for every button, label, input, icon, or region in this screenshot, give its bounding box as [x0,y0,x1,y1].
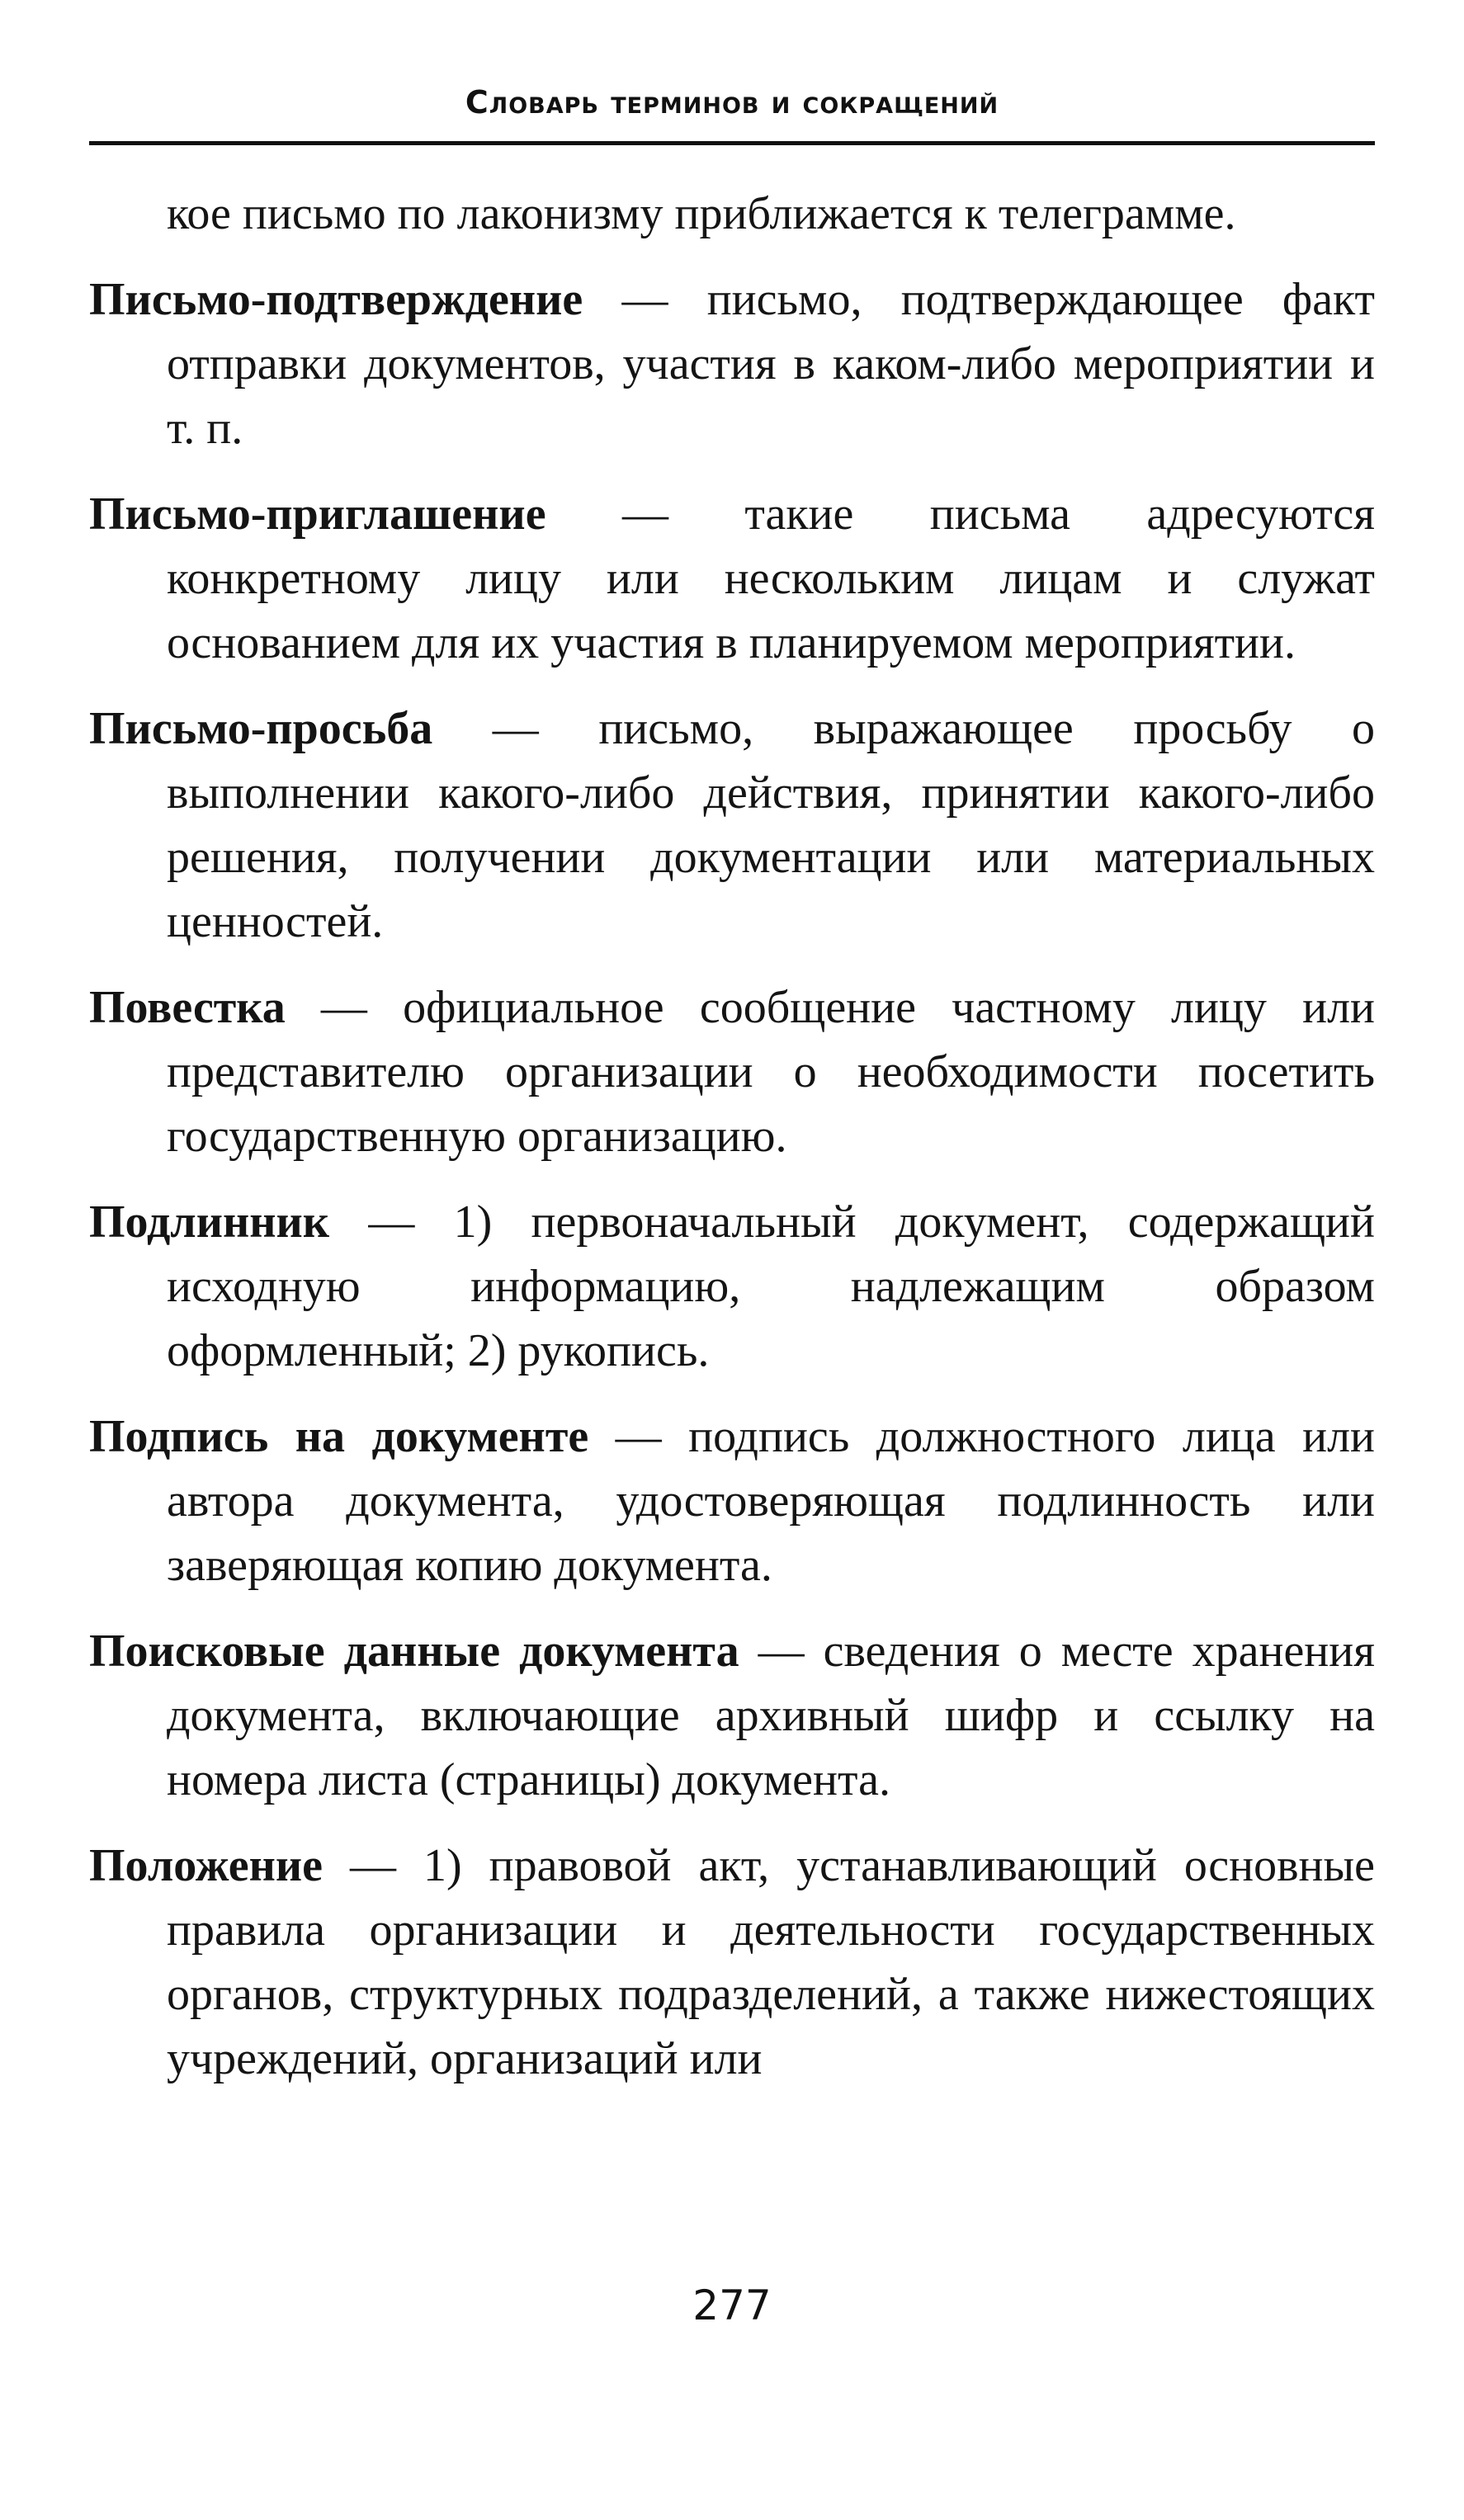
continued-definition: кое письмо по лаконизму приближается к телеграмме. [167,188,1236,239]
dictionary-entry [89,975,1375,1168]
dictionary-content [89,182,1375,2112]
entry-definition: — такие письма адресуются конкретному лицу или нескольким лицам и служат основанием для их участия в планируемом мероприятии. [167,488,1375,668]
entry-term: Подпись на документе [89,1411,589,1462]
entry-definition: — 1) первоначальный документ, содержащий исходную информацию, надлежащим образом оформленный; 2) рукопись. [167,1196,1375,1376]
entry-term: Письмо-просьба [89,703,433,754]
dictionary-entry [89,1404,1375,1597]
dictionary-entry [89,482,1375,675]
running-head: Словарь терминов и сокращений [465,84,999,120]
entry-term: Положение [89,1840,323,1891]
entry-definition: — письмо, выражающее просьбу о выполнении какого-либо действия, принятии какого-либо решения, получении документации или материальных ценностей. [167,703,1375,947]
dictionary-entry [89,267,1375,460]
header-rule [89,141,1375,145]
entry-definition: — письмо, подтверждающее факт отправки документов, участия в каком-либо мероприятии и т. п. [167,274,1375,454]
page-number: 277 [692,2282,772,2329]
entry-definition: — сведения о месте хранения документа, включающие архивный шифр и ссылку на номера листа (страницы) документа. [167,1626,1376,1805]
entry-term: Подлинник [89,1196,330,1248]
dictionary-entry [89,1833,1375,2091]
dictionary-entry [89,696,1375,954]
entry-definition: — официальное сообщение частному лицу или представителю организации о необходимости посетить государственную организацию. [167,982,1375,1162]
entry-term: Письмо-подтверждение [89,274,583,325]
entry-definition: — 1) правовой акт, устанавливающий основные правила организации и деятельности государственных органов, структурных подразделений, а также нижестоящих учреждений, организаций или [167,1840,1375,2084]
entry-term: Повестка [89,982,286,1033]
dictionary-entry [89,1619,1375,1812]
entry-term: Поисковые данные документа [89,1626,739,1677]
entry-term: Письмо-приглашение [89,488,546,540]
entry-definition: — подпись должностного лица или автора документа, удостоверяющая подлинность или заверяющая копию документа. [167,1411,1375,1591]
dictionary-entry [89,1190,1375,1383]
